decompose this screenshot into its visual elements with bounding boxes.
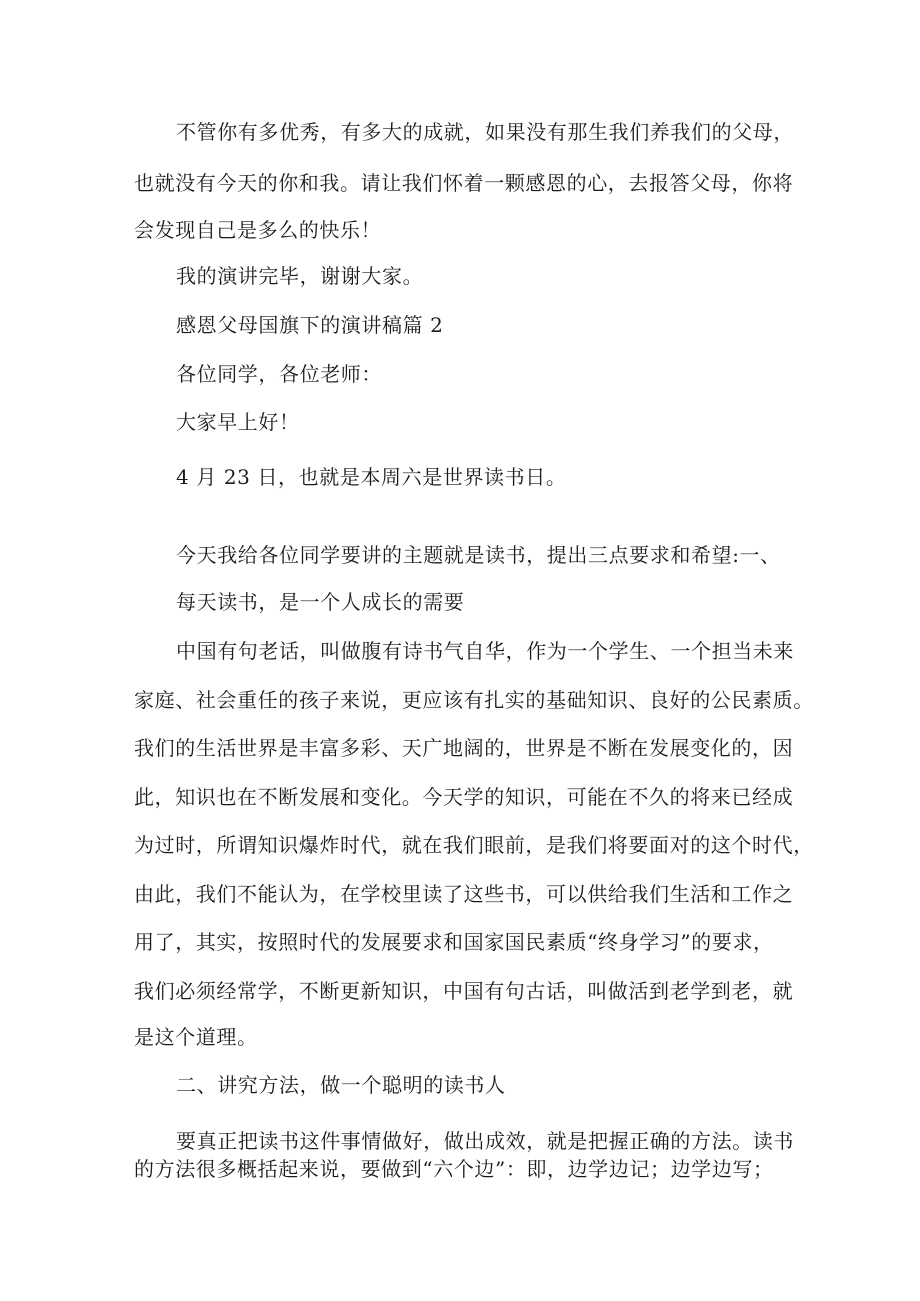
text-line: 4 月 23 日，也就是本周六是世界读书日。 (176, 465, 567, 489)
section-heading: 二、讲究方法，做一个聪明的读书人 (176, 1073, 506, 1097)
text-line: 的方法很多概括起来说，要做到“六个边”：即，边学边记；边学边写； (134, 1157, 774, 1181)
text-line: 我们的生活世界是丰富多彩、天广地阔的，世界是不断在发展变化的，因 (134, 736, 794, 760)
text-line: 不管你有多优秀，有多大的成就，如果没有那生我们养我们的父母， (176, 120, 794, 144)
text-line: 要真正把读书这件事情做好，做出成效，就是把握正确的方法。读书 (176, 1129, 794, 1153)
text-line: 由此，我们不能认为，在学校里读了这些书，可以供给我们生活和工作之 (134, 882, 794, 906)
text-line: 此，知识也在不断发展和变化。今天学的知识，可能在不久的将来已经成 (134, 785, 794, 809)
text-line: 大家早上好！ (176, 410, 300, 434)
text-line: 会发现自己是多么的快乐！ (134, 218, 382, 242)
text-line: 是这个道理。 (134, 1025, 258, 1049)
text-line: 为过时，所谓知识爆炸时代，就在我们眼前，是我们将要面对的这个时代， (134, 833, 814, 857)
text-line: 用了，其实，按照时代的发展要求和国家国民素质“终身学习”的要求， (134, 930, 774, 954)
text-line: 也就没有今天的你和我。请让我们怀着一颗感恩的心，去报答父母，你将 (134, 171, 794, 195)
text-line: 中国有句老话，叫做腹有诗书气自华，作为一个学生、一个担当未来 (176, 639, 794, 663)
text-line: 我们必须经常学，不断更新知识，中国有句古话，叫做活到老学到老，就 (134, 979, 794, 1003)
section-heading: 感恩父母国旗下的演讲稿篇 2 (176, 313, 444, 337)
text-line: 各位同学，各位老师： (176, 362, 382, 386)
text-line: 我的演讲完毕，谢谢大家。 (176, 264, 424, 288)
text-line: 每天读书，是一个人成长的需要 (176, 590, 465, 614)
text-line: 今天我给各位同学要讲的主题就是读书，提出三点要求和希望:一、 (176, 543, 781, 567)
text-line: 家庭、社会重任的孩子来说，更应该有扎实的基础知识、良好的公民素质。 (134, 688, 814, 712)
